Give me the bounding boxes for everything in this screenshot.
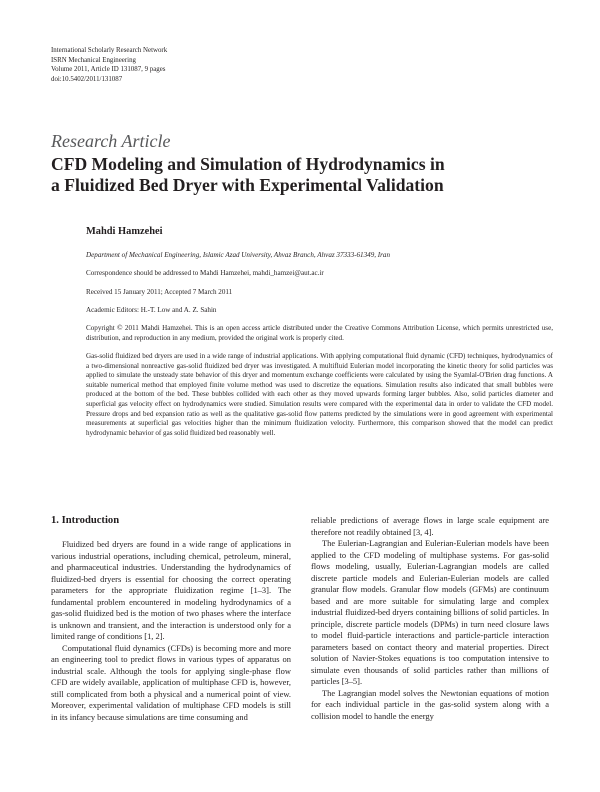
intro-paragraph-1: Fluidized bed dryers are found in a wide range of applications in various industrial operations, including chemical, petroleum, mineral, and pharmaceutical industries. Understanding the hydrodynamics of fluidized-bed dryers is essential for choosing the correct operating parameters for the appropriate fluidization regime [1–3]. The fundamental problem encountered in modeling hydrodynamics of a gas-solid fluidized bed is the motion of two phases where the interface is unknown and transient, and the interaction is understood only for a limited range of conditions [1, 2]. [51,539,291,641]
received-accepted-dates: Received 15 January 2011; Accepted 7 March 2011 [86,288,233,296]
intro-paragraph-5: The Lagrangian model solves the Newtonian equations of motion for each individual particle in the gas-solid system along with a collision model to handle the energy [311,687,549,721]
body-column-right [311,515,549,722]
intro-paragraph-2: Computational fluid dynamics (CFDs) is becoming more and more an engineering tool to predict flows in various types of apparatus on industrial scale. Although the tools for applying single-phase flow CFD are widely available, application of multiphase CFD is, however, still complicated from both a physical and a numerical point of view. Moreover, experimental validation of multiphase CFD models is still in its infancy because simulations are time consuming and [51,642,291,722]
abstract: Gas-solid fluidized bed dryers are used in a wide range of industrial applications. With applying computational fluid dynamic (CFD) techniques, hydrodynamics of a two-dimensional nonreactive gas-solid fluidized bed dryer was investigated. A multifluid Eulerian model incorporating the kinetic theory for solid particles was applied to simulate the unsteady state behavior of this dryer and momentum exchange coefficients were calculated by using the Syamlal-O'Brien drag functions. A suitable numerical method that employed finite volume method was used to discretize the equations. Simulation results also indicated that small bubbles were produced at the bottom of the bed. These bubbles collided with each other as they moved upwards forming larger bubbles. Also, solid particles diameter and superficial gas velocity effect on hydrodynamics were studied. Simulation results were compared with the experimental data in order to validate the CFD model. Pressure drops and bed expansion ratio as well as the qualitative gas-solid flow patterns predicted by the simulations were in good agreement with experimental measurements at superficial gas velocities higher than the minimum fluidization velocity. Furthermore, this comparison showed that the model can predict hydrodynamic behavior of gas solid fluidized bed reasonably well. [86,352,553,437]
journal-volume: Volume 2011, Article ID 131087, 9 pages [51,66,166,74]
journal-doi: doi:10.5402/2011/131087 [51,75,123,83]
intro-paragraph-4: The Eulerian-Lagrangian and Eulerian-Eulerian models have been applied to the CFD modeling of multiphase systems. For gas-solid flows modeling, usually, Eulerian-Lagrangian models are called discrete particle models and Eulerian-Eulerian models are called granular flow models. Granular flow models (GFMs) are continuum based and are more suitable for simulating large and complex industrial fluidized-bed dryers containing billions of solid particles. In principle, discrete particle models (DPMs) in turn need closure laws to model fluid-particle interactions and particle-particle interaction parameters based on contact theory and material properties. Direct solution of Navier-Stokes equations is too computation intensive to simulate even thousands of solid particles rather than millions of particles [3–5]. [311,538,549,686]
section-heading-introduction: 1. Introduction [51,515,120,526]
journal-header [51,46,167,84]
correspondence: Correspondence should be addressed to Mahdi Hamzehei, mahdi_hamzei@aut.ac.ir [86,269,324,277]
academic-editors: Academic Editors: H.-T. Low and A. Z. Sahin [86,306,217,314]
article-type: Research Article [51,131,171,151]
copyright-notice: Copyright © 2011 Mahdi Hamzehei. This is an open access article distributed under the Creative Commons Attribution License, which permits unrestricted use, distribution, and reproduction in any medium, provided the original work is properly cited. [86,324,553,342]
journal-name: ISRN Mechanical Engineering [51,56,136,64]
body-column-left [51,515,291,723]
affiliation: Department of Mechanical Engineering, Islamic Azad University, Ahvaz Branch, Ahvaz 37333-61349, Iran [86,251,391,259]
paper-title-line-2: a Fluidized Bed Dryer with Experimental Validation [51,175,444,195]
paper-title-line-1: CFD Modeling and Simulation of Hydrodynamics in [51,154,445,174]
intro-paragraph-3: reliable predictions of average flows in large scale equipment are therefore not readily obtained [3, 4]. [311,515,549,537]
author-name: Mahdi Hamzehei [86,226,163,237]
journal-network: International Scholarly Research Network [51,47,168,54]
paper-title [51,154,445,196]
